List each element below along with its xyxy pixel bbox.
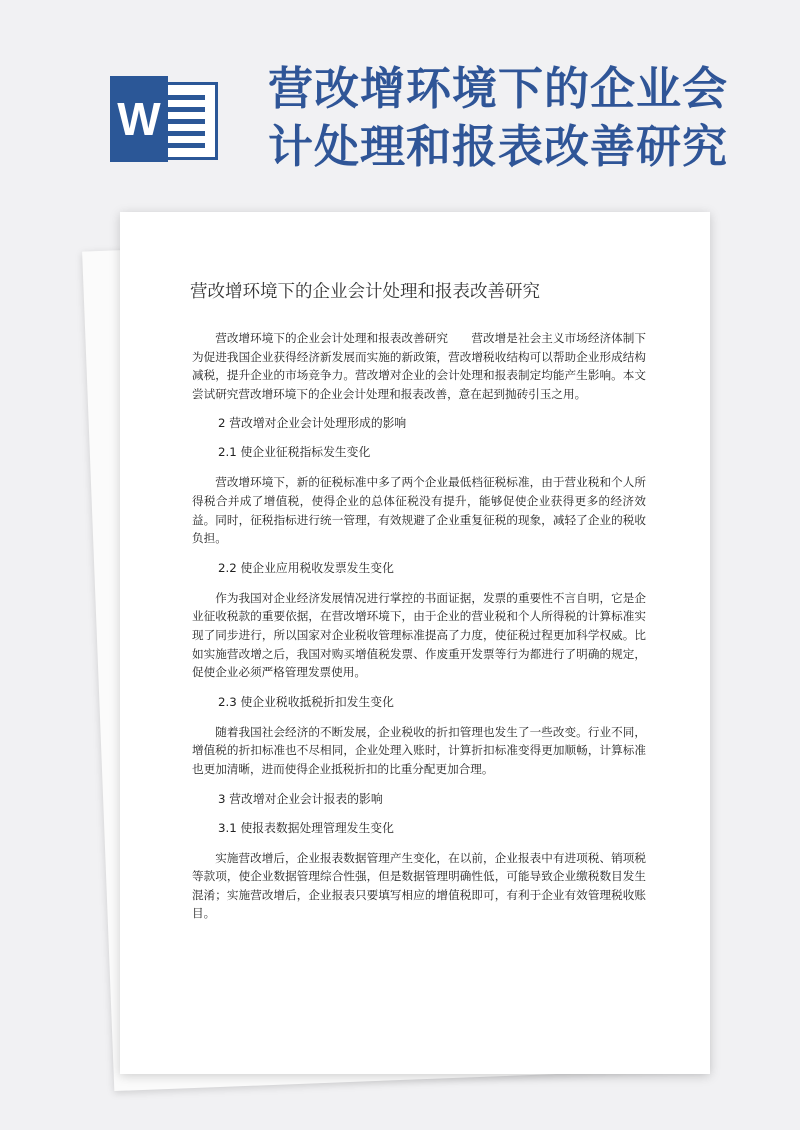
banner [0, 0, 800, 210]
document-title: 营改增环境下的企业会计处理和报表改善研究 [190, 282, 540, 302]
word-document-icon [110, 76, 222, 162]
section-heading-2-3: 2.3 使企业税收抵税折扣发生变化 [218, 694, 394, 709]
paragraph-2-2: 作为我国对企业经济发展情况进行掌控的书面证据，发票的重要性不言自明，它是企业征收税款的重要依据，在营改增环境下，由于企业的营业税和个人所得税的计算标准实现了同步进行，所以国家对企业税收管理标准提高了力度，使征税过程更加科学权威。比如实施营改增之后，我国对购买增值税发票、作废重开发票等行为都进行了明确的规定，促使企业必须严格管理发票使用。 [192, 590, 646, 680]
paragraph-2-3: 随着我国社会经济的不断发展，企业税收的折扣管理也发生了一些改变。行业不同，增值税的折扣标准也不尽相同，企业处理入账时，计算折扣标准变得更加顺畅，计算标准也更加清晰，进而使得企业抵税折扣的比重分配更加合理。 [192, 724, 646, 776]
word-w-badge: W [110, 76, 168, 162]
section-heading-3-1: 3.1 使报表数据处理管理发生变化 [218, 820, 394, 835]
intro-paragraph: 营改增环境下的企业会计处理和报表改善研究 营改增是社会主义市场经济体制下为促进我国企业获得经济新发展而实施的新政策，营改增税收结构可以帮助企业形成结构减税，提升企业的市场竞争力。营改增对企业的会计处理和报表制定均能产生影响。本文尝试研究营改增环境下的企业会计处理和报表改善，意在起到抛砖引玉之用。 [192, 331, 646, 401]
document-body [192, 329, 646, 935]
document-page [120, 212, 710, 1074]
section-heading-2-2: 2.2 使企业应用税收发票发生变化 [218, 560, 394, 575]
section-heading-2-1: 2.1 使企业征税指标发生变化 [218, 445, 371, 460]
section-heading-2: 2 营改增对企业会计处理形成的影响 [218, 416, 407, 431]
banner-title: 营改增环境下的企业会计处理和报表改善研究 [268, 62, 729, 173]
paragraph-3-1: 实施营改增后，企业报表数据管理产生变化，在以前，企业报表中有进项税、销项税等款项，使企业数据管理综合性强，但是数据管理明确性低，可能导致企业缴税数目发生混淆；实施营改增后，企业报表只要填写相应的增值税即可，有利于企业有效管理税收账目。 [192, 850, 646, 921]
paragraph-2-1: 营改增环境下，新的征税标准中多了两个企业最低档征税标准，由于营业税和个人所得税合并成了增值税，使得企业的总体征税没有提升，能够促使企业获得更多的经济效益。同时，征税指标进行统一管理，有效规避了企业重复征税的现象，减轻了企业的税收负担。 [192, 475, 646, 546]
section-heading-3: 3 营改增对企业会计报表的影响 [218, 791, 383, 806]
